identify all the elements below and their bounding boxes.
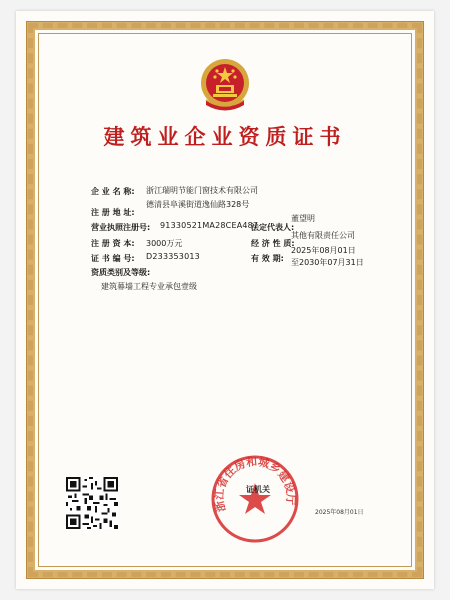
econ-type-value: 其他有限责任公司 <box>291 231 355 240</box>
address-value: 德清县阜溪街道逸仙路328号 <box>146 200 250 209</box>
capital-label: 注 册 资 本: <box>91 239 135 248</box>
validity-label: 有 效 期: <box>251 254 284 263</box>
cert-no-value: D233353013 <box>146 252 200 261</box>
econ-type-row <box>251 238 295 249</box>
scope-value: 建筑幕墙工程专业承包壹级 <box>101 282 197 291</box>
legal-rep-row <box>251 222 294 233</box>
license-row <box>91 222 150 233</box>
official-seal-icon <box>209 453 301 545</box>
issuing-authority-label: 证机关 <box>246 485 270 494</box>
seal-ring-text: 浙江省住房和城乡建设厅 <box>212 455 298 514</box>
license-value: 91330521MA28CEA487 <box>160 221 259 230</box>
license-label: 营业执照注册号: <box>91 223 151 232</box>
econ-type-label: 经 济 性 质: <box>251 239 295 248</box>
capital-value: 3000万元 <box>146 239 183 248</box>
company-name-label: 企 业 名 称: <box>91 187 135 196</box>
certificate-title: 建筑业企业资质证书 <box>103 124 347 149</box>
legal-rep-label: 法定代表人: <box>251 223 295 232</box>
scope-row <box>91 267 150 278</box>
address-label: 注 册 地 址: <box>91 208 135 217</box>
validity-row <box>251 253 284 264</box>
scope-label: 资质类别及等级: <box>91 268 151 277</box>
cert-no-label: 证 书 编 号: <box>91 254 135 263</box>
company-name-value: 浙江瑞明节能门窗技术有限公司 <box>146 186 258 195</box>
national-emblem-icon <box>198 56 252 114</box>
cert-no-row <box>91 253 135 264</box>
legal-rep-value: 董望明 <box>291 214 315 223</box>
company-name-row <box>91 186 135 197</box>
qr-code-icon <box>66 477 118 529</box>
validity-to: 至2030年07月31日 <box>291 258 364 267</box>
capital-row <box>91 238 135 249</box>
address-row <box>91 207 135 218</box>
issue-date: 2025年08月01日 <box>315 509 364 516</box>
validity-from: 2025年08月01日 <box>291 246 356 255</box>
